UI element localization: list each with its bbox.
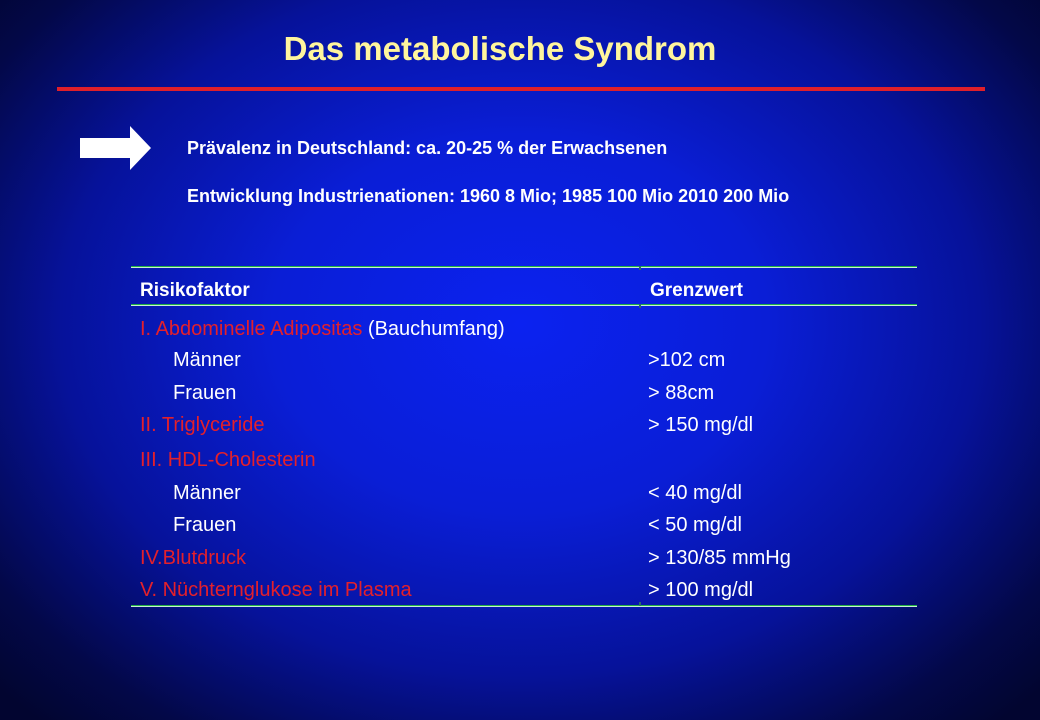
limit-value: > 88cm: [648, 382, 715, 404]
limit-value: > 150 mg/dl: [648, 414, 754, 436]
limit-value: >102 cm: [648, 349, 726, 371]
arrow-right-icon: [80, 126, 152, 170]
header-limit: Grenzwert: [650, 280, 743, 301]
limit-value: > 130/85 mmHg: [648, 547, 791, 569]
table-row: Frauen: [173, 382, 237, 404]
table-bottom-rule: [131, 605, 917, 607]
table-divider-top: [639, 266, 641, 270]
risk-factor-table: [131, 266, 917, 611]
table-row: III. HDL-Cholesterin: [140, 449, 316, 471]
header-factor: Risikofaktor: [140, 280, 250, 301]
table-row: Frauen: [173, 514, 237, 536]
bullet-development: Entwicklung Industrienationen: 1960 8 Mio; 1985 100 Mio 2010 200 Mio: [187, 186, 790, 206]
bullet-prevalence: Prävalenz in Deutschland: ca. 20-25 % der Erwachsenen: [187, 138, 668, 158]
limit-value: > 100 mg/dl: [648, 579, 754, 601]
table-divider-bottom: [639, 602, 641, 606]
table-divider-header: [639, 304, 641, 308]
slide-title: Das metabolische Syndrom: [283, 30, 717, 67]
table-row: Männer: [173, 349, 241, 371]
table-row: IV.Blutdruck: [140, 547, 246, 569]
table-row: II. Triglyceride: [140, 414, 265, 436]
factor-label: I. Abdominelle Adipositas: [140, 318, 363, 340]
limit-value: < 50 mg/dl: [648, 514, 742, 536]
factor-note: (Bauchumfang): [362, 318, 505, 340]
limit-value: < 40 mg/dl: [648, 482, 742, 504]
table-row: Männer: [173, 482, 241, 504]
title-underline: [57, 87, 985, 91]
table-row: V. Nüchternglukose im Plasma: [140, 579, 412, 601]
header-bottom-rule: [131, 304, 917, 306]
table-top-rule: [131, 266, 917, 268]
table-row: [140, 318, 505, 341]
